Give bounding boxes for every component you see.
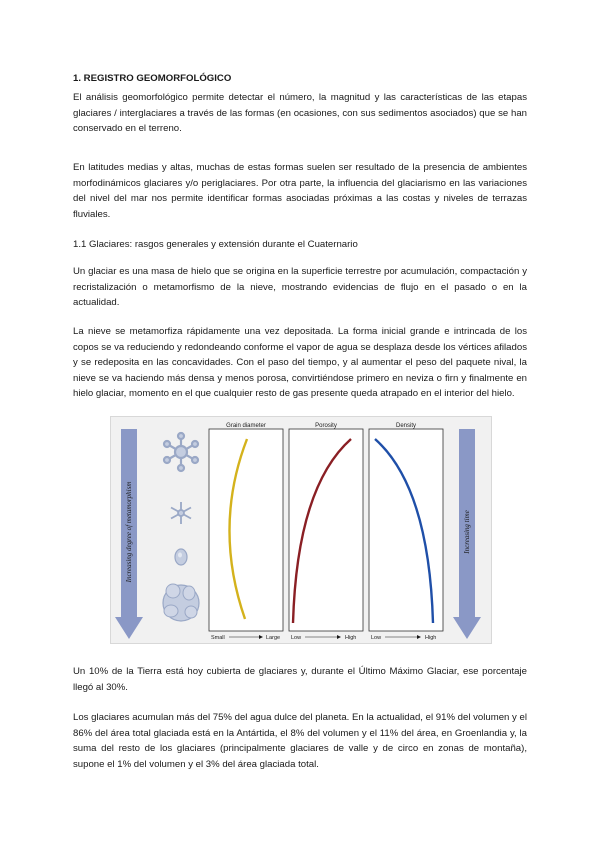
panel-grain-diameter (209, 423, 283, 641)
paragraph-metamorphism: La nieve se metamorfiza rápidamente una vez depositada. La forma inicial grande e intrincada de los copos se va reduciendo y redondeando conforme el vapor de agua se desplaza desde los vértices afilados y se redeposita en las concavidades. Con el paso del tiempo, y al aumentar el peso del paquete nival, la nieve se va haciendo más densa y menos porosa, convirtiéndose primero en neviza o firn y finalmente en hielo glaciar, momento en el que cualquier resto de gas presente queda atrapado en el interior del hielo. (73, 326, 527, 399)
paragraph-distribution: Los glaciares acumulan más del 75% del agua dulce del planeta. En la actualidad, el 91% del volumen y el 86% del área total glaciada está en la Antártida, el 8% del volumen y el 11% del área, en Groenlandia y, la suma del resto de los glaciares (principalmente glaciares de valle y de circo en zonas de montaña), supone el 1% del volumen y el 3% del área glaciada total. (73, 712, 527, 770)
snowflake-small-icon (171, 502, 191, 524)
panel-porosity (289, 423, 363, 641)
density-low-label: Low (371, 635, 382, 641)
grain-diameter-low-label: Small (211, 635, 225, 641)
left-arrow-label: Increasing degree of metamorphism (125, 481, 133, 583)
snow-metamorphism-figure (110, 416, 492, 644)
paragraph-extension: Un 10% de la Tierra está hoy cubierta de glaciares y, durante el Último Máximo Glaciar, ese porcentaje llegó al 30%. (73, 666, 527, 693)
paragraph-intro: El análisis geomorfológico permite detectar el número, la magnitud y las características de las etapas glaciares / interglaciares a través de las formas (en ocasiones, con sus sedimentos asociados) que se han conservado en el terreno. (73, 92, 527, 134)
porosity-high-label: High (345, 635, 357, 641)
firn-grain-cluster-icon (163, 584, 199, 621)
grain-diameter-high-label: Large (266, 635, 281, 641)
snowflake-large-icon (164, 433, 198, 471)
panel-title-porosity: Porosity (315, 423, 337, 429)
paragraph-latitudes: En latitudes medias y altas, muchas de estas formas suelen ser resultado de la presencia de ambientes morfodinámicos glaciares y/o periglaciares. Por otra parte, la influencia del glaciarismo en las variaciones del nivel del mar nos permite identificar formas asociadas próximas a las costas y niveles de terrazas fluviales. (73, 162, 527, 220)
section-heading: 1. REGISTRO GEOMORFOLÓGICO (73, 73, 232, 84)
porosity-low-label: Low (291, 635, 302, 641)
paragraph-glaciar-definition: Un glaciar es una masa de hielo que se origina en la superficie terrestre por acumulación, compactación y recristalización o metamorfismo de la nieve, mostrando evidencias de flujo en el pasado o en la actualidad. (73, 266, 527, 308)
subsection-heading: 1.1 Glaciares: rasgos generales y extensión durante el Cuaternario (73, 239, 358, 250)
density-high-label: High (425, 635, 437, 641)
rounded-grain-icon (175, 549, 187, 565)
panel-density (369, 423, 443, 641)
panel-title-density: Density (395, 423, 417, 429)
right-arrow-label: Increasing time (463, 510, 471, 554)
panel-title-grain-diameter: Grain diameter (226, 423, 266, 429)
